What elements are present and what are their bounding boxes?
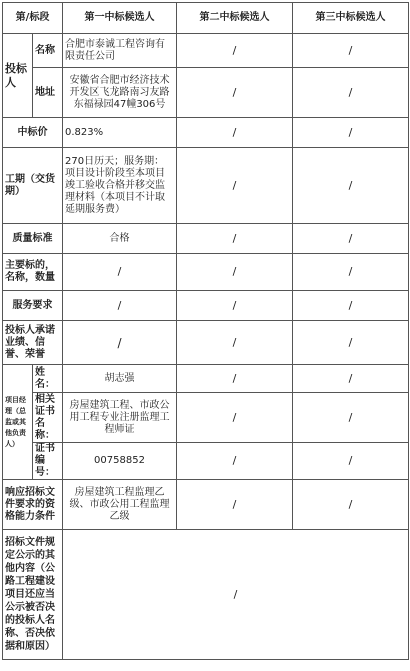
second-main-items: / [177,254,293,291]
bidder-address-value: 安徽省合肥市经济技术开发区飞龙路南习友路东福禄园47幢306号 [63,68,177,118]
third-manager-cert: / [293,393,409,443]
price-value: 0.823% [63,118,177,148]
bidder-label: 投标人 [3,34,33,118]
main-items-label: 主要标的，名称，数量 [3,254,63,291]
second-manager-name: / [177,365,293,393]
header-section: 第/标段 [3,3,63,34]
quality-value: 合格 [63,224,177,254]
manager-cert-row [3,393,409,443]
bidder-name-row [3,34,409,68]
first-main-items: / [63,254,177,291]
bidder-address-label: 地址 [33,68,63,118]
first-commitment: / [63,321,177,365]
third-quality: / [293,224,409,254]
header-first-candidate: 第一中标候选人 [63,3,177,34]
second-service: / [177,291,293,321]
manager-certno-label: 证书编号： [33,443,63,480]
price-row [3,118,409,148]
manager-name-value: 胡志强 [63,365,177,393]
duration-value: 270日历天；服务期：项目设计阶段至本项目竣工验收合格并移交监理材料（本项目不计取延期服务费） [63,148,177,224]
price-label: 中标价 [3,118,63,148]
second-bidder-address: / [177,68,293,118]
third-price: / [293,118,409,148]
second-manager-cert: / [177,393,293,443]
manager-cert-value: 房屋建筑工程、市政公用工程专业注册监理工程师证 [63,393,177,443]
manager-certno-value: 00758852 [63,443,177,480]
manager-name-label: 姓名： [33,365,63,393]
third-commitment: / [293,321,409,365]
second-quality: / [177,224,293,254]
qualification-label: 响应招标文件要求的资格能力条件 [3,480,63,530]
quality-label: 质量标准 [3,224,63,254]
service-label: 服务要求 [3,291,63,321]
bidder-address-row [3,68,409,118]
third-manager-certno: / [293,443,409,480]
third-bidder-name: / [293,34,409,68]
header-second-candidate: 第二中标候选人 [177,3,293,34]
other-value: / [63,530,409,660]
second-commitment: / [177,321,293,365]
bidder-name-label: 名称 [33,34,63,68]
main-items-row [3,254,409,291]
second-duration: / [177,148,293,224]
commitment-label: 投标人承诺业绩、信誉、荣誉 [3,321,63,365]
third-main-items: / [293,254,409,291]
first-service: / [63,291,177,321]
qualification-value: 房屋建筑工程监理乙级、市政公用工程监理乙级 [63,480,177,530]
third-manager-name: / [293,365,409,393]
third-duration: / [293,148,409,224]
manager-cert-label: 相关证书名称： [33,393,63,443]
second-price: / [177,118,293,148]
third-bidder-address: / [293,68,409,118]
third-service: / [293,291,409,321]
third-qualification: / [293,480,409,530]
qualification-row [3,480,409,530]
other-label: 招标文件规定公示的其他内容（公路工程建设项目还应当公示被否决的投标人名称、否决依据和原因） [3,530,63,660]
second-bidder-name: / [177,34,293,68]
manager-label: 项目经理（总监或其他负责人） [3,365,33,480]
commitment-row [3,321,409,365]
second-qualification: / [177,480,293,530]
duration-row [3,148,409,224]
service-row [3,291,409,321]
manager-name-row [3,365,409,393]
other-row [3,530,409,660]
manager-certno-row [3,443,409,480]
second-manager-certno: / [177,443,293,480]
header-row [3,3,409,34]
bid-candidates-table [2,2,409,660]
duration-label: 工期（交货期） [3,148,63,224]
quality-row [3,224,409,254]
bidder-name-value: 合肥市泰诚工程咨询有限责任公司 [63,34,177,68]
header-third-candidate: 第三中标候选人 [293,3,409,34]
